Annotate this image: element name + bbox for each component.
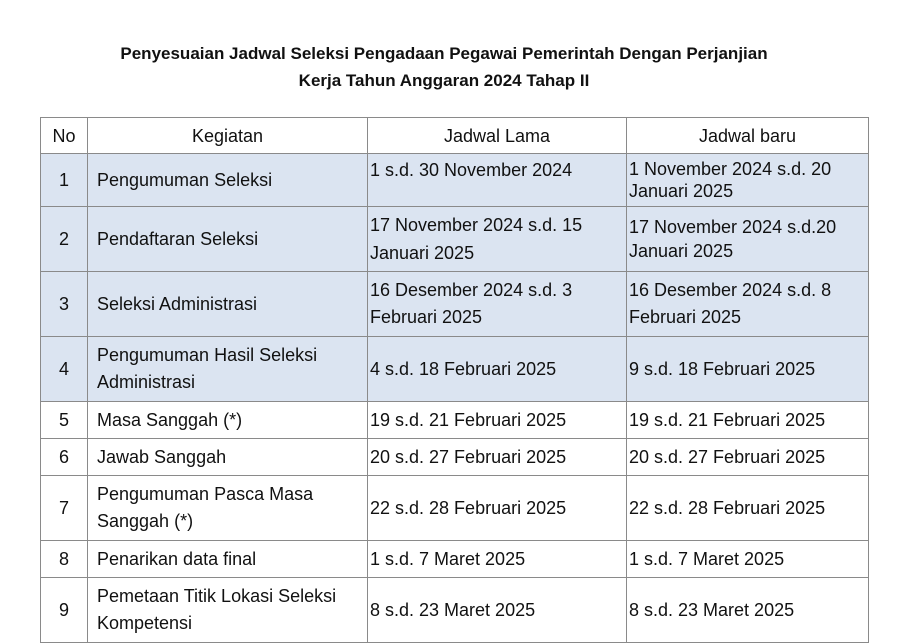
- cell-kegiatan: Pengumuman Pasca Masa Sanggah (*): [88, 476, 368, 541]
- cell-jadwal-baru: 16 Desember 2024 s.d. 8 Februari 2025: [627, 272, 869, 337]
- cell-jadwal-baru: 1 November 2024 s.d. 20 Januari 2025: [627, 154, 869, 207]
- cell-jadwal-baru: 22 s.d. 28 Februari 2025: [627, 476, 869, 541]
- table-row: [41, 439, 869, 476]
- cell-jadwal-lama: 17 November 2024 s.d. 15 Januari 2025: [368, 207, 627, 272]
- header-jadwal-baru: Jadwal baru: [627, 118, 869, 154]
- cell-kegiatan: Masa Sanggah (*): [88, 402, 368, 439]
- table-row: [41, 578, 869, 643]
- cell-no: 6: [41, 439, 88, 476]
- header-no: No: [41, 118, 88, 154]
- cell-kegiatan: Jawab Sanggah: [88, 439, 368, 476]
- cell-kegiatan: Pendaftaran Seleksi: [88, 207, 368, 272]
- cell-jadwal-baru: 9 s.d. 18 Februari 2025: [627, 337, 869, 402]
- header-jadwal-lama: Jadwal Lama: [368, 118, 627, 154]
- cell-kegiatan: Seleksi Administrasi: [88, 272, 368, 337]
- cell-jadwal-lama: 20 s.d. 27 Februari 2025: [368, 439, 627, 476]
- table-row: [41, 207, 869, 272]
- table-header-row: [41, 118, 869, 154]
- cell-jadwal-baru: 8 s.d. 23 Maret 2025: [627, 578, 869, 643]
- cell-no: 5: [41, 402, 88, 439]
- cell-jadwal-baru: 1 s.d. 7 Maret 2025: [627, 541, 869, 578]
- schedule-table: [40, 117, 869, 643]
- cell-jadwal-lama: 19 s.d. 21 Februari 2025: [368, 402, 627, 439]
- cell-no: 8: [41, 541, 88, 578]
- cell-kegiatan: Pengumuman Seleksi: [88, 154, 368, 207]
- cell-no: 7: [41, 476, 88, 541]
- table-row: [41, 476, 869, 541]
- cell-jadwal-lama: 8 s.d. 23 Maret 2025: [368, 578, 627, 643]
- title-line-1: Penyesuaian Jadwal Seleksi Pengadaan Pegawai Pemerintah Dengan Perjanjian: [120, 44, 768, 63]
- cell-kegiatan: Penarikan data final: [88, 541, 368, 578]
- cell-jadwal-lama: 22 s.d. 28 Februari 2025: [368, 476, 627, 541]
- cell-no: 4: [41, 337, 88, 402]
- document-title: [40, 40, 848, 94]
- table-row: [41, 272, 869, 337]
- table-row: [41, 154, 869, 207]
- table-row: [41, 337, 869, 402]
- header-kegiatan: Kegiatan: [88, 118, 368, 154]
- table-row: [41, 541, 869, 578]
- cell-no: 1: [41, 154, 88, 207]
- table-row: [41, 402, 869, 439]
- cell-no: 9: [41, 578, 88, 643]
- cell-jadwal-baru: 19 s.d. 21 Februari 2025: [627, 402, 869, 439]
- cell-jadwal-lama: 4 s.d. 18 Februari 2025: [368, 337, 627, 402]
- cell-no: 2: [41, 207, 88, 272]
- cell-jadwal-lama: 16 Desember 2024 s.d. 3 Februari 2025: [368, 272, 627, 337]
- title-line-2: Kerja Tahun Anggaran 2024 Tahap II: [298, 71, 590, 90]
- cell-kegiatan: Pengumuman Hasil Seleksi Administrasi: [88, 337, 368, 402]
- cell-jadwal-lama: 1 s.d. 7 Maret 2025: [368, 541, 627, 578]
- cell-no: 3: [41, 272, 88, 337]
- cell-kegiatan: Pemetaan Titik Lokasi Seleksi Kompetensi: [88, 578, 368, 643]
- cell-jadwal-baru: 17 November 2024 s.d.20 Januari 2025: [627, 207, 869, 272]
- cell-jadwal-baru: 20 s.d. 27 Februari 2025: [627, 439, 869, 476]
- cell-jadwal-lama: 1 s.d. 30 November 2024: [368, 154, 627, 207]
